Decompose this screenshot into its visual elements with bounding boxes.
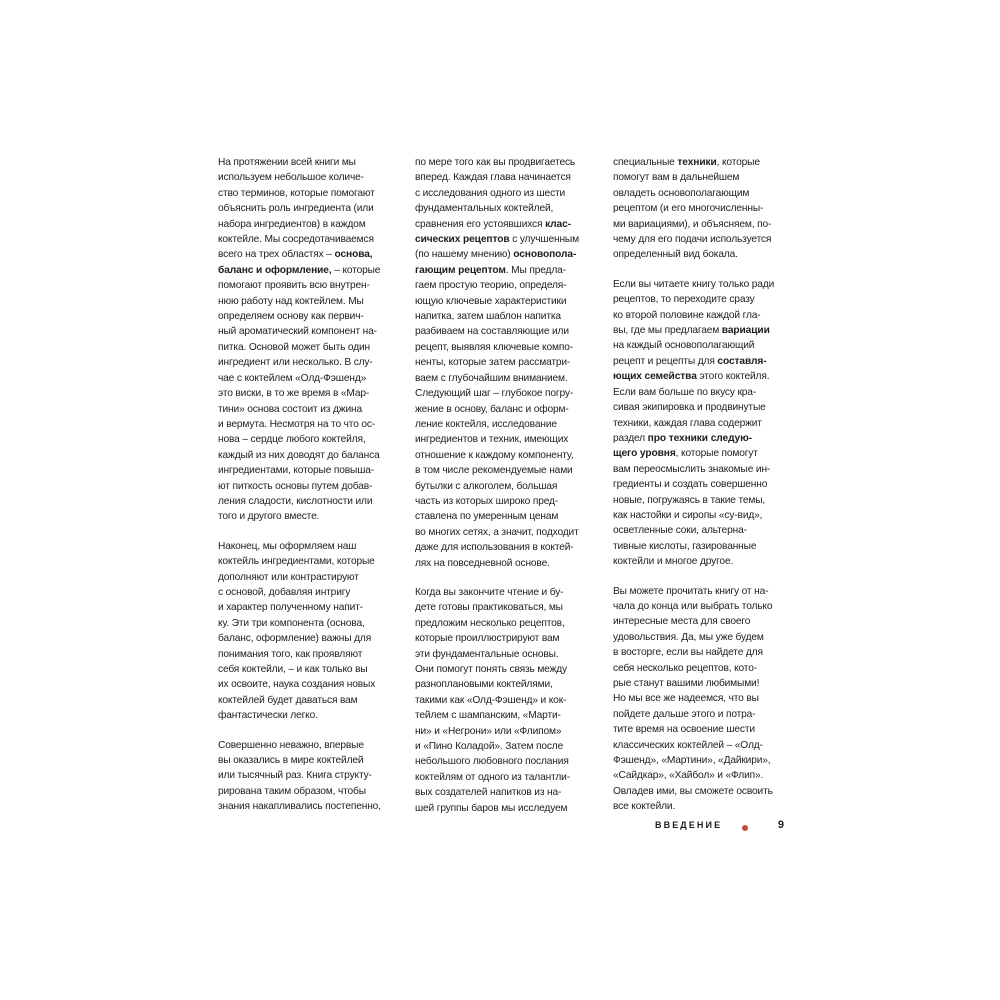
text-line: жение в основу, баланс и оформ- (415, 403, 569, 415)
text-line: (по нашему мнению) основопола- (415, 249, 577, 261)
text-line: щего уровня, которые помогут (613, 448, 758, 460)
text-line: гредиенты и создать совершенно (613, 479, 768, 491)
text-line: вы оказались в мире коктейлей (218, 755, 364, 767)
text-column-2 (415, 155, 615, 830)
text-line: специальные техники, которые (613, 157, 760, 168)
text-line: часть из которых широко пред- (415, 495, 559, 507)
text-line: бутылки с алкоголем, большая (415, 480, 558, 492)
text-line: рецепт, выявляя ключевые компо- (415, 341, 573, 353)
text-line: овладеть основополагающим (613, 187, 750, 199)
text-line: как настойки и сиропы «су-вид», (613, 509, 763, 521)
text-line: небольшого любовного послания (415, 756, 569, 768)
text-line: сивая экипировка и продвинутые (613, 402, 766, 414)
text-line: Они помогут понять связь между (415, 664, 567, 675)
text-line: понимания того, как проявляют (218, 648, 363, 660)
text-line: ку. Эти три компонента (основа, (218, 617, 365, 629)
text-line: определенный вид бокала. (613, 249, 738, 261)
text-line: рецептом (и его многочисленны- (613, 203, 764, 215)
paragraph (613, 155, 813, 263)
text-line: в том числе рекомендуемые нами (415, 465, 573, 477)
paragraph (415, 585, 615, 816)
text-line: тини» основа состоит из джина (218, 403, 362, 415)
text-line: интересные места для своего (613, 616, 751, 628)
text-line: сических рецептов с улучшенным (415, 234, 579, 246)
text-line: питка. Основой может быть один (218, 341, 371, 353)
text-line: ющих семейства этого коктейля. (613, 371, 770, 383)
text-line: рецептов, то переходите сразу (613, 294, 755, 306)
text-line: это виски, в то же время в «Мар- (218, 388, 370, 400)
text-line: ство терминов, которые помогают (218, 187, 375, 199)
text-line: предложим несколько рецептов, (415, 617, 565, 629)
text-line: нюю работу над коктейлем. Мы (218, 295, 364, 307)
text-line: новые, погружаясь в такие темы, (613, 494, 766, 506)
text-line: все коктейли. (613, 801, 676, 813)
text-line: дете готовы практиковаться, мы (415, 602, 563, 614)
text-line: Когда вы закончите чтение и бу- (415, 586, 564, 598)
footer-page-number: 9 (777, 819, 784, 831)
text-line: даже для использования в коктей- (415, 542, 574, 554)
text-line: Фэшенд», «Мартини», «Дайкири», (613, 755, 771, 767)
text-line: используем небольшое количе- (218, 172, 364, 184)
text-line: чае с коктейлем «Олд-Фэшенд» (218, 372, 367, 384)
text-line: с исследования одного из шести (415, 187, 566, 199)
text-line: ление коктейля, исследование (415, 418, 557, 430)
text-line: себя коктейли, – и как только вы (218, 664, 368, 675)
text-line: коктейли и многое другое. (613, 556, 734, 568)
text-line: ми вариациями), и объясняем, по- (613, 218, 772, 230)
text-line: классических коктейлей – «Олд- (613, 739, 763, 751)
text-line: вых создателей напитков из на- (415, 787, 562, 799)
text-line: и характер полученному напит- (218, 602, 363, 614)
text-line: чему для его подачи используется (613, 234, 772, 246)
text-line: «Сайдкар», «Хайбол» и «Флип». (613, 770, 764, 782)
text-line: определяем основу как первич- (218, 311, 364, 323)
text-line: тите время на освоение шести (613, 724, 755, 736)
text-line: напитка, затем шаблон напитка (415, 311, 561, 323)
text-line: рецепт и рецепты для составля- (613, 355, 767, 367)
text-line: пойдете дальше этого и потра- (613, 708, 756, 720)
text-line: и вермута. Несмотря на то что ос- (218, 418, 376, 430)
text-line: ингредиентов и техник, имеющих (415, 434, 569, 446)
text-line: знания накапливались постепенно, (218, 801, 381, 813)
text-line: по мере того как вы продвигаетесь (415, 157, 576, 168)
text-line: На протяжении всей книги мы (218, 157, 356, 168)
text-line: каждый из них доводят до баланса (218, 449, 380, 461)
text-line: ненты, которые затем рассматри- (415, 357, 571, 369)
text-line: разбиваем на составляющие или (415, 326, 569, 338)
text-line: дополняют или контрастируют (218, 571, 359, 583)
text-column-1 (218, 155, 418, 829)
text-line: вы, где мы предлагаем вариации (613, 325, 770, 337)
text-line: того и другого вместе. (218, 511, 320, 523)
text-line: ваем с глубочайшим вниманием. (415, 372, 568, 384)
text-line: коктейлей будет даваться вам (218, 694, 358, 706)
text-line: помогают проявить всю внутрен- (218, 280, 370, 292)
text-line: набора ингредиентов) в каждом (218, 218, 366, 230)
text-line: Совершенно неважно, впервые (218, 739, 364, 751)
text-line: в восторге, если вы найдете для (613, 647, 763, 659)
text-column-3 (613, 155, 813, 829)
paragraph (218, 539, 418, 724)
text-line: тейлем с шампанским, «Марти- (415, 710, 561, 722)
text-line: гаем простую теорию, определя- (415, 280, 567, 292)
paragraph (415, 155, 615, 571)
paragraph (613, 277, 813, 570)
paragraph (218, 155, 418, 525)
text-line: ный ароматический компонент на- (218, 326, 377, 338)
text-line: и «Пино Коладой». Затем после (415, 741, 564, 753)
footer-section-label: ВВЕДЕНИЕ (655, 820, 723, 830)
text-line: коктейль ингредиентами, которые (218, 556, 375, 568)
text-line: фантастически легко. (218, 710, 318, 722)
text-line: Овладев ими, вы сможете освоить (613, 785, 773, 797)
paragraph (613, 584, 813, 815)
text-line: ингредиентами, которые повыша- (218, 465, 375, 477)
text-line: отношение к каждому компоненту, (415, 449, 574, 461)
text-line: Следующий шаг – глубокое погру- (415, 388, 574, 400)
text-line: их освоите, наука создания новых (218, 679, 376, 691)
text-line: вам переосмыслить знакомые ин- (613, 463, 771, 475)
text-line: разноплановыми коктейлями, (415, 679, 553, 691)
text-line: Если вам больше по вкусу кра- (613, 386, 757, 398)
text-line: баланс и оформление, – которые (218, 264, 381, 276)
text-line: помогут вам в дальнейшем (613, 172, 740, 184)
text-line: ингредиент или несколько. В слу- (218, 357, 373, 369)
text-line: Наконец, мы оформляем наш (218, 540, 357, 552)
text-line: коктейле. Мы сосредотачиваемся (218, 234, 374, 246)
text-line: ни» и «Негрони» или «Флипом» (415, 725, 562, 737)
text-line: ют питкость основы путем добав- (218, 480, 373, 492)
text-line: тивные кислоты, газированные (613, 540, 757, 552)
text-line: баланс, оформление) важны для (218, 633, 372, 645)
text-line: себя несколько рецептов, кото- (613, 662, 757, 674)
text-line: с основой, добавляя интригу (218, 586, 351, 598)
text-line: которые проиллюстрируют вам (415, 633, 560, 645)
text-line: всего на трех областях – основа, (218, 249, 373, 261)
text-line: раздел про техники следую- (613, 432, 753, 444)
text-line: гающим рецептом. Мы предла- (415, 264, 566, 276)
text-line: на каждый основополагающий (613, 340, 755, 352)
text-line: ления сладости, кислотности или (218, 495, 373, 507)
text-line: Если вы читаете книгу только ради (613, 278, 775, 290)
text-line: лях на повседневной основе. (415, 557, 550, 569)
text-line: нова – сердце любого коктейля, (218, 434, 366, 446)
text-line: вперед. Каждая глава начинается (415, 172, 571, 184)
paragraph (218, 738, 418, 815)
text-line: ко второй половине каждой гла- (613, 309, 761, 321)
section-marker-dot-icon (742, 825, 748, 831)
text-line: чала до конца или выбрать только (613, 600, 773, 612)
text-line: ставлена по умеренным ценам (415, 511, 559, 523)
text-line: шей группы баров мы исследуем (415, 802, 568, 814)
text-line: объяснить роль ингредиента (или (218, 203, 374, 215)
text-line: удовольствия. Да, мы уже будем (613, 631, 764, 643)
text-line: эти фундаментальные основы. (415, 648, 559, 660)
text-line: ющую ключевые характеристики (415, 295, 567, 307)
text-line: рирована таким образом, чтобы (218, 785, 366, 797)
text-line: Вы можете прочитать книгу от на- (613, 585, 769, 597)
text-line: техники, каждая глава содержит (613, 417, 762, 429)
text-line: коктейлям от одного из талантли- (415, 771, 570, 783)
text-line: рые станут вашими любимыми! (613, 678, 760, 689)
text-line: сравнения его устоявшихся клас- (415, 218, 571, 230)
text-line: осветленные соки, альтерна- (613, 525, 747, 537)
text-line: фундаментальных коктейлей, (415, 203, 554, 215)
text-line: или тысячный раз. Книга структу- (218, 770, 372, 782)
text-line: во многих сетях, а значит, подходит (415, 526, 579, 538)
text-line: Но мы все же надеемся, что вы (613, 693, 759, 705)
text-line: такими как «Олд-Фэшенд» и кок- (415, 694, 567, 706)
